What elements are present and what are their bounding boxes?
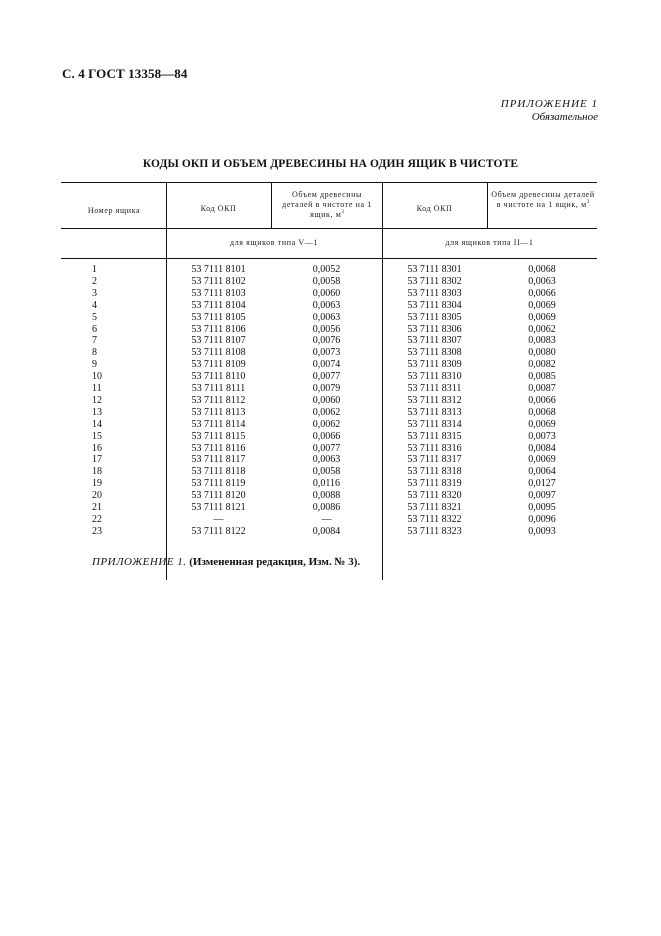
header-code-2: Код ОКП <box>416 204 453 213</box>
appendix-subtitle: Обязательное <box>531 111 598 123</box>
header-volume-2-text: Объем древесины деталей в чистоте на 1 ящик, м <box>491 190 595 209</box>
table-row <box>0 395 661 407</box>
row-code-1: 53 7111 8114 <box>191 418 246 430</box>
row-volume-2: 0,0069 <box>528 454 556 466</box>
row-code-1: 53 7111 8117 <box>191 454 246 466</box>
row-code-2: 53 7111 8303 <box>407 287 462 299</box>
row-volume-1: 0,0060 <box>312 394 341 406</box>
row-number: 4 <box>92 299 97 311</box>
row-code-2: 53 7111 8304 <box>407 299 462 311</box>
row-code-1: 53 7111 8115 <box>191 430 246 442</box>
row-volume-1: 0,0086 <box>312 502 341 513</box>
row-number: 16 <box>92 442 102 454</box>
group-header-2: для ящиков типа II—1 <box>445 238 534 247</box>
row-code-2: 53 7111 8322 <box>407 513 462 525</box>
row-volume-2: 0,0096 <box>528 513 556 525</box>
row-code-1: 53 7111 8106 <box>191 323 246 335</box>
row-volume-1: 0,0056 <box>312 323 341 335</box>
row-volume-1: 0,0062 <box>312 406 341 418</box>
row-code-1: 53 7111 8122 <box>191 525 246 537</box>
row-number: 15 <box>92 430 102 442</box>
row-volume-2: 0,0085 <box>528 371 556 383</box>
header-volume-1-unit: 3 <box>341 210 344 215</box>
row-code-1: 53 7111 8103 <box>191 287 246 299</box>
table-row <box>0 419 661 431</box>
row-code-2: 53 7111 8302 <box>407 275 462 287</box>
row-volume-1: 0,0088 <box>312 490 341 502</box>
row-code-2: 53 7111 8313 <box>407 406 462 418</box>
row-number: 23 <box>92 525 102 537</box>
header-volume-2 <box>489 190 597 210</box>
row-code-1: 53 7111 8111 <box>191 383 246 394</box>
row-code-2: 53 7111 8307 <box>407 335 462 347</box>
row-number: 5 <box>92 311 97 323</box>
table-row <box>0 347 661 359</box>
row-code-1: — <box>213 513 224 525</box>
header-code-1: Код ОКП <box>200 204 237 213</box>
row-volume-2: 0,0069 <box>528 311 556 323</box>
table-row <box>0 514 661 526</box>
table-row <box>0 383 661 395</box>
row-volume-2: 0,0073 <box>528 430 556 442</box>
row-code-1: 53 7111 8108 <box>191 347 246 359</box>
row-number: 22 <box>92 513 102 525</box>
table-row <box>0 371 661 383</box>
table-row <box>0 454 661 466</box>
table-row <box>0 288 661 300</box>
row-volume-1: 0,0074 <box>312 359 341 371</box>
row-number: 1 <box>92 264 97 275</box>
footnote-reference: ПРИЛОЖЕНИЕ 1. <box>92 556 187 568</box>
column-divider <box>487 183 488 228</box>
table-row <box>0 407 661 419</box>
row-number: 8 <box>92 347 97 359</box>
row-number: 7 <box>92 335 97 347</box>
row-volume-1: 0,0058 <box>312 466 341 478</box>
table-row <box>0 466 661 478</box>
footnote <box>92 556 360 568</box>
row-code-1: 53 7111 8105 <box>191 311 246 323</box>
row-code-1: 53 7111 8113 <box>191 406 246 418</box>
row-number: 20 <box>92 490 102 502</box>
table-row <box>0 443 661 455</box>
page-header: С. 4 ГОСТ 13358—84 <box>62 66 188 81</box>
row-volume-2: 0,0063 <box>528 275 556 287</box>
row-number: 21 <box>92 502 102 513</box>
row-code-1: 53 7111 8104 <box>191 299 246 311</box>
row-number: 11 <box>92 383 102 394</box>
row-volume-2: 0,0083 <box>528 335 556 347</box>
row-volume-2: 0,0087 <box>528 383 556 394</box>
header-volume-1 <box>276 190 378 220</box>
row-code-2: 53 7111 8311 <box>407 383 462 394</box>
row-code-1: 53 7111 8116 <box>191 442 246 454</box>
row-code-2: 53 7111 8308 <box>407 347 462 359</box>
table-row <box>0 276 661 288</box>
row-volume-2: 0,0069 <box>528 299 556 311</box>
column-divider <box>271 183 272 228</box>
table-row <box>0 312 661 324</box>
row-code-2: 53 7111 8318 <box>407 466 462 478</box>
row-code-1: 53 7111 8109 <box>191 359 246 371</box>
row-volume-1: 0,0084 <box>312 525 341 537</box>
row-code-1: 53 7111 8112 <box>191 394 246 406</box>
row-volume-1: 0,0060 <box>312 287 341 299</box>
row-number: 17 <box>92 454 102 466</box>
row-number: 19 <box>92 478 102 490</box>
row-volume-1: 0,0063 <box>312 299 341 311</box>
table-top-rule <box>61 182 597 183</box>
row-number: 6 <box>92 323 97 335</box>
row-code-2: 53 7111 8317 <box>407 454 462 466</box>
row-code-2: 53 7111 8316 <box>407 442 462 454</box>
row-code-1: 53 7111 8121 <box>191 502 246 513</box>
row-code-2: 53 7111 8310 <box>407 371 462 383</box>
row-number: 9 <box>92 359 97 371</box>
row-volume-2: 0,0097 <box>528 490 556 502</box>
row-volume-2: 0,0080 <box>528 347 556 359</box>
row-code-2: 53 7111 8320 <box>407 490 462 502</box>
row-volume-2: 0,0093 <box>528 525 556 537</box>
row-code-1: 53 7111 8110 <box>191 371 246 383</box>
row-volume-2: 0,0068 <box>528 406 556 418</box>
row-volume-1: 0,0062 <box>312 418 341 430</box>
row-volume-2: 0,0127 <box>528 478 556 490</box>
row-volume-1: — <box>321 513 332 525</box>
row-code-1: 53 7111 8118 <box>191 466 246 478</box>
row-code-1: 53 7111 8107 <box>191 335 246 347</box>
row-volume-1: 0,0116 <box>312 478 341 490</box>
footnote-note: (Измененная редакция, Изм. № 3). <box>189 556 361 568</box>
row-volume-1: 0,0063 <box>312 311 341 323</box>
group-header-1: для ящиков типа V—1 <box>230 238 318 247</box>
row-volume-1: 0,0077 <box>312 442 341 454</box>
table-row <box>0 502 661 514</box>
header-number: Номер ящика <box>87 206 141 215</box>
row-volume-2: 0,0069 <box>528 418 556 430</box>
row-code-2: 53 7111 8305 <box>407 311 462 323</box>
table-row <box>0 526 661 538</box>
row-volume-2: 0,0082 <box>528 359 556 371</box>
table-title: КОДЫ ОКП И ОБЪЕМ ДРЕВЕСИНЫ НА ОДИН ЯЩИК В ЧИСТОТЕ <box>142 158 519 170</box>
row-number: 2 <box>92 275 97 287</box>
row-code-2: 53 7111 8312 <box>407 394 462 406</box>
appendix-label <box>501 98 598 124</box>
row-code-1: 53 7111 8119 <box>191 478 246 490</box>
row-volume-2: 0,0066 <box>528 287 556 299</box>
row-volume-2: 0,0066 <box>528 394 556 406</box>
appendix-title: ПРИЛОЖЕНИЕ 1 <box>500 98 598 110</box>
table-row <box>0 490 661 502</box>
row-volume-2: 0,0095 <box>528 502 556 513</box>
row-number: 18 <box>92 466 102 478</box>
row-code-2: 53 7111 8309 <box>407 359 462 371</box>
table-row <box>0 300 661 312</box>
header-volume-2-unit: 3 <box>586 200 590 205</box>
row-volume-1: 0,0079 <box>312 383 341 394</box>
row-volume-1: 0,0073 <box>312 347 341 359</box>
table-row <box>0 324 661 336</box>
row-number: 10 <box>92 371 102 383</box>
table-row <box>0 335 661 347</box>
table-row <box>0 264 661 276</box>
row-code-1: 53 7111 8102 <box>191 275 246 287</box>
row-code-1: 53 7111 8120 <box>191 490 246 502</box>
row-code-2: 53 7111 8306 <box>407 323 462 335</box>
table-row <box>0 478 661 490</box>
row-code-2: 53 7111 8319 <box>407 478 462 490</box>
row-volume-2: 0,0068 <box>528 264 556 275</box>
row-code-2: 53 7111 8321 <box>407 502 462 513</box>
row-code-2: 53 7111 8314 <box>407 418 462 430</box>
row-code-2: 53 7111 8315 <box>407 430 462 442</box>
row-code-2: 53 7111 8323 <box>407 525 462 537</box>
row-volume-1: 0,0058 <box>312 275 341 287</box>
row-volume-1: 0,0063 <box>312 454 341 466</box>
row-volume-1: 0,0077 <box>312 371 341 383</box>
row-volume-2: 0,0084 <box>528 442 556 454</box>
header-volume-1-text: Объем древесины деталей в чистоте на 1 ящик, м <box>282 190 372 219</box>
header-rule <box>61 228 597 229</box>
row-number: 12 <box>92 394 102 406</box>
row-volume-1: 0,0076 <box>312 335 341 347</box>
row-volume-1: 0,0052 <box>312 264 341 275</box>
row-number: 14 <box>92 418 102 430</box>
table-row <box>0 431 661 443</box>
row-volume-1: 0,0066 <box>312 430 341 442</box>
row-number: 3 <box>92 287 97 299</box>
row-code-1: 53 7111 8101 <box>191 264 246 275</box>
row-code-2: 53 7111 8301 <box>407 264 462 275</box>
row-volume-2: 0,0064 <box>528 466 556 478</box>
row-number: 13 <box>92 406 102 418</box>
row-volume-2: 0,0062 <box>528 323 556 335</box>
table-row <box>0 359 661 371</box>
subheader-rule <box>61 258 597 259</box>
